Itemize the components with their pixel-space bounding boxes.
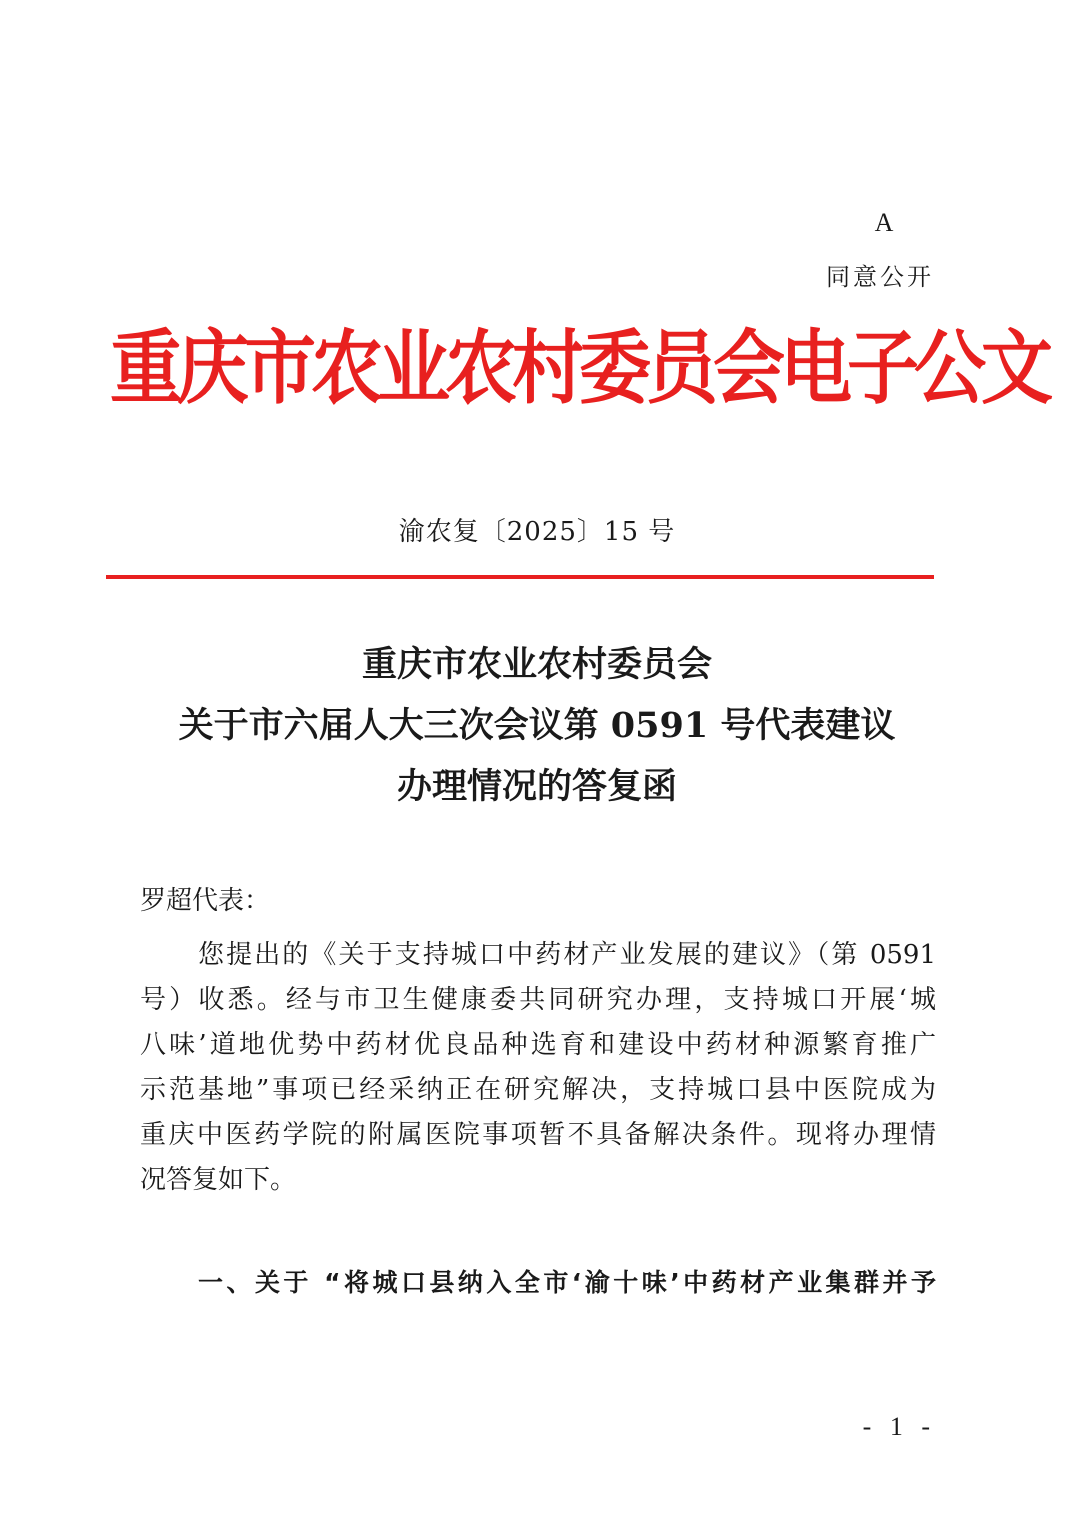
document-title [0,634,1074,817]
paragraph-line: 示范基地”事项已经采纳正在研究解决，支持城口县中医院成为 [140,1075,936,1105]
masthead-title: 重庆市农业农村委员会电子公文 [110,320,1049,416]
paragraph-line: 重庆中医药学院的附属医院事项暂不具备解决条件。现将办理情 [140,1120,936,1150]
title-line: 关于市六届人大三次会议第 0591 号代表建议 [178,705,896,746]
paragraph-line: 八味’道地优势中药材优良品种选育和建设中药材种源繁育推广 [140,1030,936,1060]
public-level-label: A [874,208,894,237]
paragraph-line: 您提出的《关于支持城口中药材产业发展的建议》（第 0591 [198,940,936,970]
salutation: 罗超代表： [140,886,271,916]
body-paragraph [140,933,936,1203]
title-line: 办理情况的答复函 [396,766,677,807]
public-status-label: 同意公开 [826,263,934,291]
paragraph-line: 况答复如下。 [140,1165,297,1195]
section-heading: 一、关于 “将城口县纳入全市‘渝十味’中药材产业集群并予 [198,1268,936,1297]
page-number: - 1 - [862,1412,936,1441]
red-divider-line [106,575,934,579]
title-line: 重庆市农业农村委员会 [361,644,712,685]
document-number: 渝农复〔2025〕15 号 [398,517,676,547]
paragraph-line: 号）收悉。经与市卫生健康委共同研究办理，支持城口开展‘城 [140,985,936,1015]
